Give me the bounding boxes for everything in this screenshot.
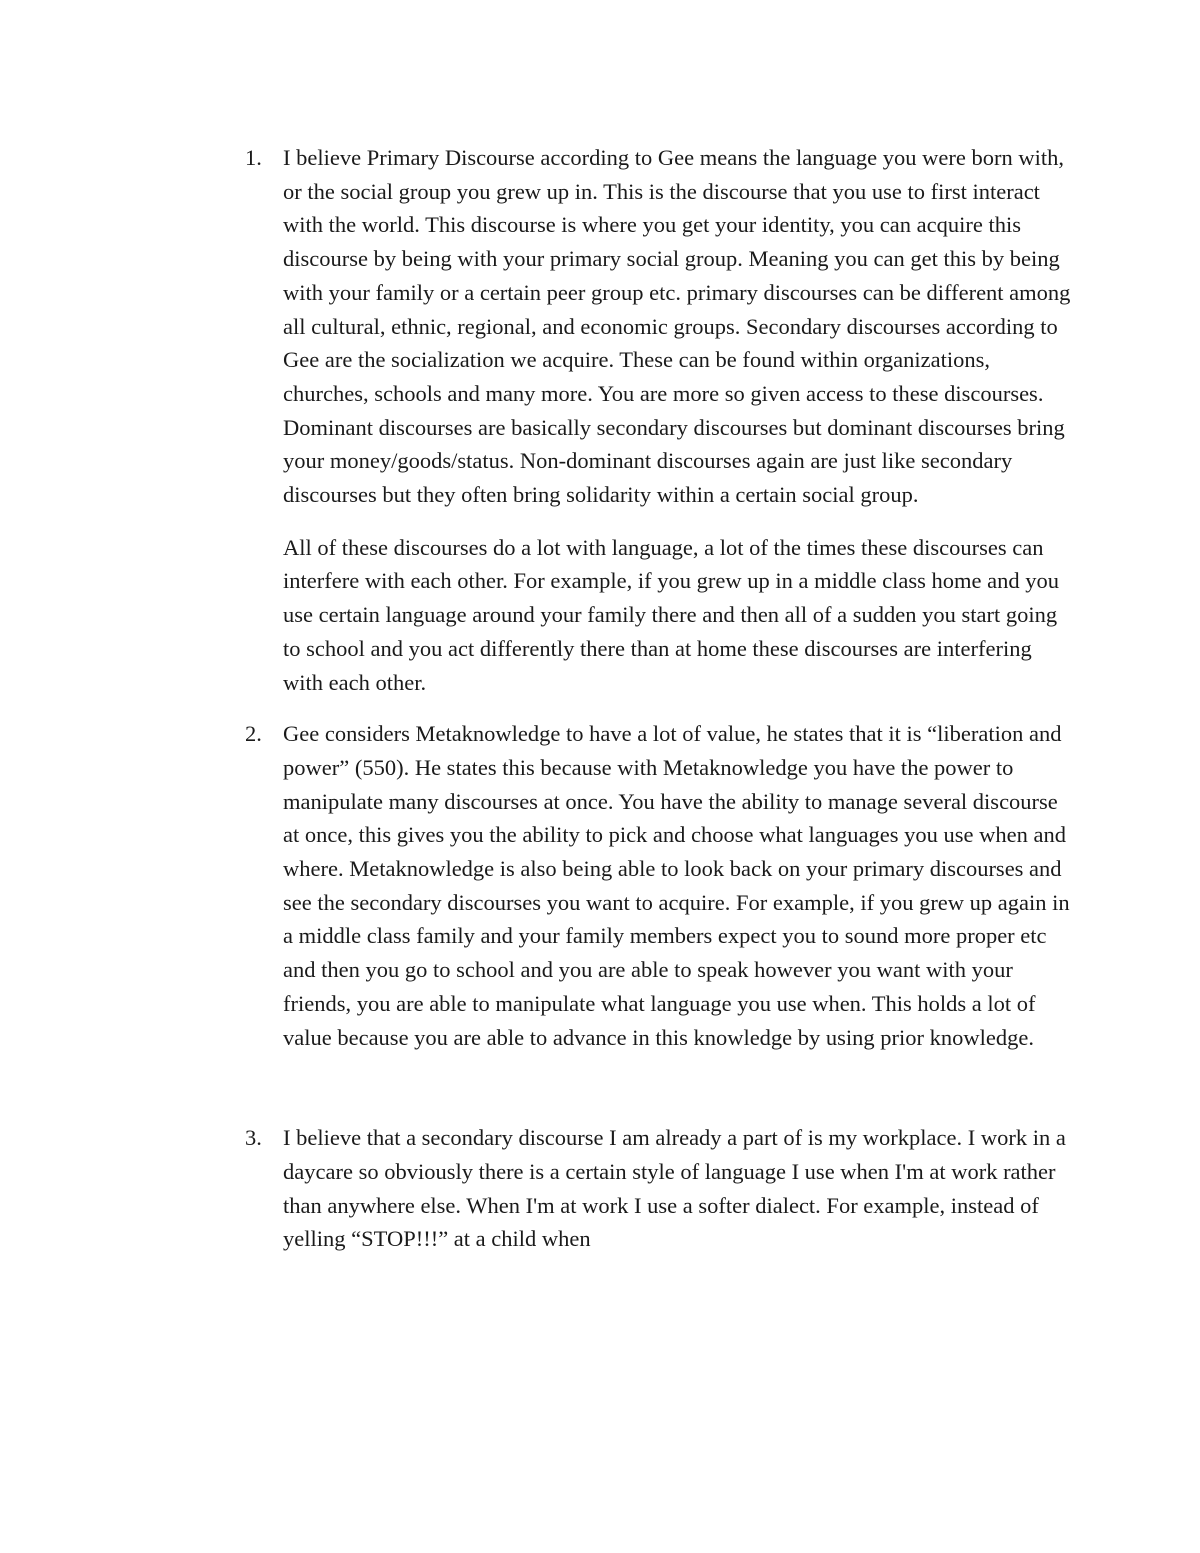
- list-item-1: [243, 141, 1073, 699]
- paragraph: All of these discourses do a lot with language, a lot of the times these discourses can interfere with each other. For example, if you grew up in a middle class home and you use certain language around your family there and then all of a sudden you start going to school and you act differently there than at home these discourses are interfering with each other.: [283, 534, 1060, 695]
- paragraph: I believe Primary Discourse according to Gee means the language you were born with, or the social group you grew up in. This is the discourse that you use to first interact with the world. This discourse is where you get your identity, you can acquire this discourse by being with your primary social group. Meaning you can get this by being with your family or a certain peer group etc. primary discourses can be different among all cultural, ethnic, regional, and economic groups. Secondary discourses according to Gee are the socialization we acquire. These can be found within organizations, churches, schools and many more. You are more so given access to these discourses. Dominant discourses are basically secondary discourses but dominant discourses bring your money/goods/status. Non-dominant discourses again are just like secondary discourses but they often bring solidarity within a certain social group.: [283, 145, 1071, 508]
- list-number: 2.: [245, 721, 262, 747]
- document-body: [243, 141, 1073, 1256]
- paragraph: Gee considers Metaknowledge to have a lot of value, he states that it is “liberation and power” (550). He states this because with Metaknowledge you have the power to manipulate many discourses at once. You have the ability to manage several discourse at once, this gives you the ability to pick and choose what languages you use when and where. Metaknowledge is also being able to look back on your primary discourses and see the secondary discourses you want to acquire. For example, if you grew up again in a middle class family and your family members expect you to sound more proper etc and then you go to school and you are able to speak however you want with your friends, you are able to manipulate what language you use when. This holds a lot of value because you are able to advance in this knowledge by using prior knowledge.: [283, 721, 1070, 1050]
- list-number: 3.: [245, 1125, 262, 1151]
- list-item-3: [243, 1121, 1073, 1256]
- paragraph: I believe that a secondary discourse I am already a part of is my workplace. I work in a daycare so obviously there is a certain style of language I use when I'm at work rather than anywhere else. When I'm at work I use a softer dialect. For example, instead of yelling “STOP!!!” at a child when: [283, 1125, 1066, 1252]
- list-item-2: [243, 717, 1073, 1054]
- list-number: 1.: [245, 145, 262, 170]
